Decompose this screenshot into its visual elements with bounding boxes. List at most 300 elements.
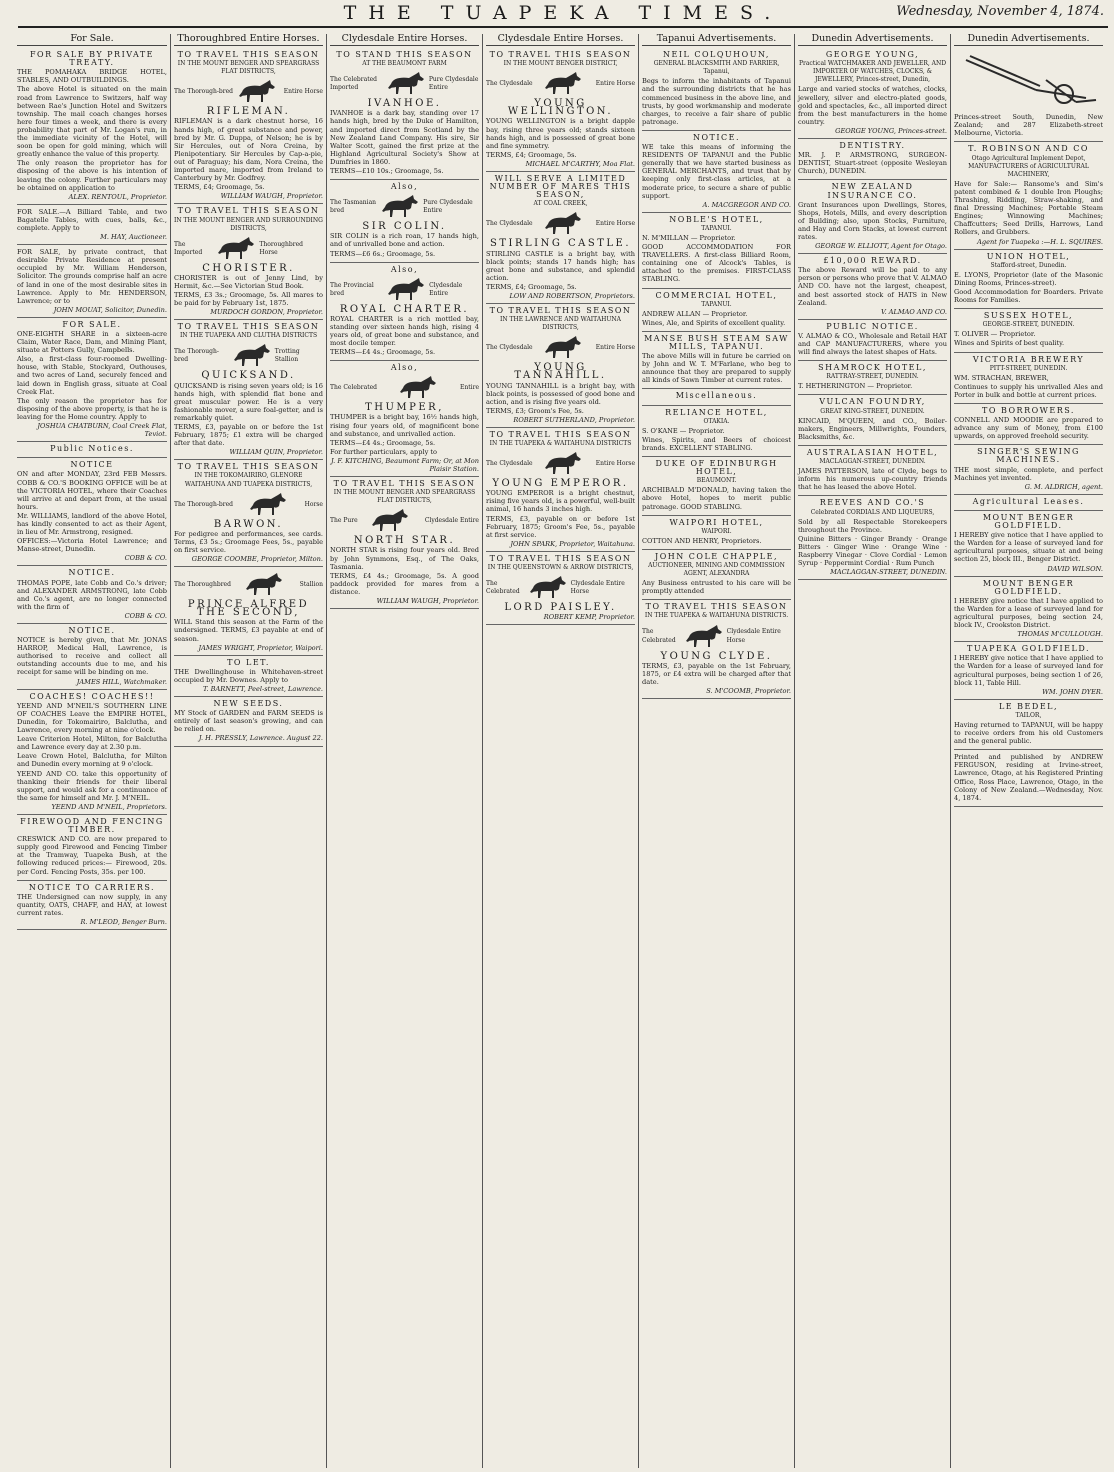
ad-headline: VICTORIA BREWERY bbox=[972, 354, 1085, 364]
ad-headline: TO STAND THIS SEASON bbox=[336, 50, 473, 60]
advertisement bbox=[642, 389, 791, 405]
ad-signature: S. M'COOMB, Proprietor. bbox=[706, 686, 791, 695]
ad-paragraph: The only reason the proprietor has for disposing of the above is his intention of leaving the colony. Further particulars may be obtained on application to bbox=[17, 159, 167, 192]
horse-engraving-icon bbox=[247, 491, 291, 519]
advertisement bbox=[954, 642, 1103, 700]
advertisement bbox=[486, 552, 635, 625]
ad-paragraph: I HEREBY give notice that I have applied to the Warden for a lease of surveyed land for agricultural purposes, being section 24, block IV., Crookston District. bbox=[954, 596, 1103, 630]
ad-paragraph: For further particulars, apply to bbox=[330, 447, 438, 456]
ad-headline: NOTICE TO CARRIERS. bbox=[28, 882, 156, 892]
ad-headline: COACHES! COACHES!! bbox=[29, 691, 155, 701]
ad-paragraph: I HEREBY give notice that I have applied to the Warden for a lease of surveyed land for agricultural purposes, situate at and being section 25, block III., Benger District. bbox=[954, 531, 1103, 564]
ad-headline: AUSTRALASIAN HOTEL, bbox=[806, 447, 939, 457]
ad-signature: ROBERT KEMP, Proprietor. bbox=[543, 613, 635, 622]
ad-paragraph: V. ALMAO & CO., Wholesale and Retail HAT and CAP MANUFACTURERS, where you will find always the latest shapes of Hats. bbox=[798, 331, 947, 357]
ad-paragraph: CHORISTER is out of Jenny Lind, by Hermit, &c.—See Victorian Stud Book. bbox=[174, 273, 323, 290]
advertisement bbox=[642, 289, 791, 332]
ad-headline: WILL SERVE A LIMITED NUMBER OF MARES THIS SEASON, bbox=[489, 174, 632, 200]
horse-engraving-icon bbox=[683, 623, 727, 651]
advertisement bbox=[798, 320, 947, 361]
horse-caption-left: The Clydesdale bbox=[486, 460, 533, 468]
ad-paragraph: TERMS, £4; Groomage, 5s. bbox=[486, 150, 577, 159]
horse-illustration-row bbox=[486, 574, 635, 602]
horse-illustration-row bbox=[486, 210, 635, 238]
horse-caption-left: The Imported bbox=[174, 240, 203, 256]
ad-signature: MURDOCH GORDON, Proprietor. bbox=[210, 308, 323, 317]
ad-subheading: Otago Agricultural Implement Depot, MANUFACTURERS of AGRICULTURAL MACHINERY, bbox=[968, 154, 1089, 178]
column-heading: Clydesdale Entire Horses. bbox=[330, 34, 479, 46]
advertisement bbox=[17, 318, 167, 442]
ad-paragraph: Printed and published by ANDREW FERGUSON, residing at Irvine-street, Lawrence, Otago, at his Registered Printing Office, Ross Place, Lawrence, Otago, in the Colony of New Zealand.—Wednesday, Nov. 4, 1874. bbox=[954, 753, 1103, 802]
ad-paragraph: YOUNG WELLINGTON is a bright dapple bay, rising three years old; stands sixteen hands high, and is possessed of great bone and fine symmetry. bbox=[486, 117, 635, 150]
ad-signature: WILLIAM QUIN, Proprietor. bbox=[229, 448, 323, 457]
ad-headline: TO TRAVEL THIS SEASON bbox=[645, 602, 788, 612]
ad-subheading: IN THE MOUNT BENGER AND SURROUNDING DISTRICTS, bbox=[174, 216, 323, 232]
horse-illustration-row bbox=[642, 623, 791, 651]
ad-subheading: TAPANUI. bbox=[701, 300, 732, 308]
ad-paragraph: YOUNG EMPEROR is a bright chestnut, rising five years old, is a powerful, well-built animal, 16 hands 3 inches high. bbox=[486, 489, 635, 514]
ad-paragraph: COTTON AND HENRY, Proprietors. bbox=[642, 536, 762, 545]
advertisement bbox=[17, 881, 167, 930]
ad-paragraph: Princes-street South, Dunedin, New Zealand; and 287 Elizabeth-street Melbourne, Victoria. bbox=[954, 113, 1103, 138]
ad-paragraph: Wines and Spirits of best quality. bbox=[954, 339, 1065, 348]
horse-name: ROYAL CHARTER. bbox=[339, 303, 470, 315]
advertisement bbox=[330, 48, 479, 180]
ad-headline: TUAPEKA GOLDFIELD. bbox=[966, 644, 1090, 654]
ad-paragraph: NORTH STAR is rising four years old. Bred by John Symmons, Esq., of The Oaks, Tasmania. bbox=[330, 546, 479, 571]
ad-signature: MACLAGGAN-STREET, DUNEDIN. bbox=[830, 568, 947, 577]
ad-subheading: GENERAL BLACKSMITH AND FARRIER, Tapanui, bbox=[653, 60, 780, 76]
ad-headline: GEORGE YOUNG, bbox=[825, 50, 920, 60]
horse-engraving-icon bbox=[385, 70, 429, 98]
advertisement bbox=[174, 697, 323, 746]
ad-paragraph: Any Business entrusted to his care will be promptly attended bbox=[642, 579, 791, 596]
ad-paragraph: Wines, Spirits, and Beers of choicest brands. EXCELLENT STABLING. bbox=[642, 435, 791, 452]
ad-subheading: IN THE QUEENSTOWN & ARROW DISTRICTS, bbox=[487, 564, 634, 572]
horse-caption-right: Entire Horse bbox=[595, 220, 635, 228]
advertisement bbox=[486, 428, 635, 552]
ad-headline: Also, bbox=[390, 182, 419, 192]
advertisement bbox=[642, 550, 791, 600]
ad-headline: MANSE BUSH STEAM SAW MILLS, TAPANUI. bbox=[644, 333, 789, 351]
ad-headline: LE BEDEL, bbox=[998, 701, 1059, 711]
horse-caption-left: The Thoroughbred bbox=[174, 581, 231, 589]
horse-caption-right: Clydesdale Entire Horse bbox=[570, 580, 625, 596]
column-heading: Dunedin Advertisements. bbox=[798, 34, 947, 46]
ad-headline: FOR SALE BY PRIVATE TREATY. bbox=[29, 50, 154, 68]
ad-paragraph: TERMS—£4 4s.; Groomage, 5s. bbox=[330, 348, 436, 357]
ad-paragraph: Continues to supply his unrivalled Ales and Porter in bulk and bottle at current prices. bbox=[954, 382, 1103, 399]
horse-illustration-row bbox=[330, 507, 479, 535]
ad-paragraph: THE POMAHAKA BRIDGE HOTEL, STABLES, AND OUTBUILDINGS. bbox=[17, 68, 167, 85]
ad-paragraph: TERMS—£10 10s.; Groomage, 5s. bbox=[330, 167, 444, 176]
advertisement bbox=[330, 361, 479, 477]
ad-headline: T. ROBINSON AND CO bbox=[968, 144, 1089, 154]
advertisement bbox=[798, 446, 947, 496]
horse-illustration-row bbox=[330, 193, 479, 221]
ad-headline: SINGER'S SEWING MACHINES. bbox=[977, 447, 1080, 465]
ad-paragraph: I HEREBY give notice that I have applied to the Warden for a lease of surveyed land for agricultural purposes, being section 1 of 26, block 11, Table Hill. bbox=[954, 654, 1103, 687]
ad-subheading: IN THE MOUNT BENGER AND SPEARGRASS FLAT DISTRICTS, bbox=[333, 489, 476, 505]
newspaper-column bbox=[14, 34, 170, 1468]
ad-paragraph: For pedigree and performances, see cards. Terms, £3 5s.; Groomage Fees, 5s., payable on first service. bbox=[174, 529, 323, 554]
ad-paragraph: Leave Crown Hotel, Balclutha, for Milton and Dunedin every morning at 9 o'clock. bbox=[17, 752, 167, 769]
ad-signature: GEORGE W. ELLIOTT, Agent for Otago. bbox=[815, 242, 947, 251]
advertisement bbox=[954, 353, 1103, 404]
ad-paragraph: Having returned to TAPANUI, will be happy to receive orders from his old Customers and the general public. bbox=[954, 721, 1103, 746]
horse-engraving-icon bbox=[379, 193, 423, 221]
newspaper-title: THE TUAPEKA TIMES. bbox=[343, 2, 783, 24]
advertisement bbox=[174, 460, 323, 567]
ad-headline: NOBLE'S HOTEL, bbox=[669, 214, 764, 224]
ad-signature: JAMES WRIGHT, Proprietor, Waipori. bbox=[198, 643, 323, 652]
ad-headline: SHAMROCK HOTEL, bbox=[818, 363, 927, 373]
ad-headline: NOTICE. bbox=[68, 568, 116, 578]
ad-paragraph: T. HETHERINGTON — Proprietor. bbox=[798, 382, 913, 391]
ad-subheading: IN THE TUAPEKA & WAITAHUNA DISTRICTS bbox=[489, 440, 632, 448]
horse-name: SIR COLIN. bbox=[362, 221, 447, 233]
ad-paragraph: WE take this means of informing the RESIDENTS OF TAPANUI and the Public generally that we have started business as GENERAL MERCHANTS, and trust that by keeping only first-class articles, at a moderate price, to secure a share of public support. bbox=[642, 143, 791, 200]
masthead bbox=[18, 2, 1108, 28]
ad-paragraph: NOTICE is hereby given, that Mr. JONAS HARROP, Medical Hall, Lawrence, is authorised to receive and collect all outstanding accounts due to me, and his receipt for same will be binding on me. bbox=[17, 636, 167, 677]
column-container bbox=[14, 34, 1108, 1468]
ad-headline: NOTICE bbox=[70, 460, 114, 470]
ad-paragraph: Grant Insurances upon Dwellings, Stores, Shops, Hotels, Mills, and every description of Building; also, upon Stocks, Furniture, and Hay and Corn Stacks, at lowest current rates. bbox=[798, 200, 947, 241]
ad-headline: Agricultural Leases. bbox=[972, 496, 1085, 506]
advertisement bbox=[798, 496, 947, 580]
ad-signature: V. ALMAO AND CO. bbox=[880, 307, 947, 316]
ad-subheading: IN THE MOUNT BENGER DISTRICT, bbox=[503, 60, 618, 68]
column-heading: Clydesdale Entire Horses. bbox=[486, 34, 635, 46]
ad-paragraph: Large and varied stocks of watches, clocks, jewellery, silver and electro-plated goods, gold and spectacles, &c., all imported direct from the best manufacturers in the home country. bbox=[798, 85, 947, 126]
advertisement bbox=[486, 48, 635, 172]
ad-subheading: AT COAL CREEK, bbox=[533, 200, 588, 208]
advertisement bbox=[954, 445, 1103, 494]
column-heading: Dunedin Advertisements. bbox=[954, 34, 1103, 46]
ad-paragraph: MY Stock of GARDEN and FARM SEEDS is entirely of last season's growing, and can be relied on. bbox=[174, 709, 323, 734]
horse-caption-left: The Thorough-bred bbox=[174, 348, 219, 364]
advertisement bbox=[954, 700, 1103, 750]
ad-paragraph: TERMS, £4 4s.; Groomage, 5s. A good paddock provided for mares from a distance. bbox=[330, 571, 479, 596]
advertisement bbox=[798, 48, 947, 139]
advertisement bbox=[17, 690, 167, 815]
ad-paragraph: CRESWICK AND CO. are now prepared to supply good Firewood and Fencing Timber at the Tramway, Tuapeka Bush, at the following reduced prices:— Firewood, 20s. per Cord. Fencing Posts, 35s. per 100. bbox=[17, 835, 167, 876]
horse-illustration-row bbox=[330, 374, 479, 402]
ad-headline: TO TRAVEL THIS SEASON bbox=[177, 206, 320, 216]
advertisement bbox=[954, 750, 1103, 807]
plough-engraving-icon bbox=[956, 50, 1102, 110]
ad-headline: Also, bbox=[390, 264, 419, 274]
ad-signature: GEORGE YOUNG, Princes-street. bbox=[835, 126, 947, 135]
advertisement bbox=[642, 516, 791, 550]
horse-caption-right: Pure Clydesdale Entire bbox=[428, 76, 479, 92]
ad-subheading: IN THE LAWRENCE AND WAITAHUNA DISTRICTS, bbox=[499, 316, 622, 332]
horse-caption-left: The Thorough-bred bbox=[174, 88, 233, 96]
ad-signature: LOW AND ROBERTSON, Proprietors. bbox=[509, 291, 635, 300]
ad-paragraph: JAMES PATTERSON, late of Clyde, begs to inform his numerous up-country friends that he has leased the above Hotel. bbox=[798, 467, 947, 492]
column-heading: Tapanui Advertisements. bbox=[642, 34, 791, 46]
horse-caption-right: Clydesdale Entire bbox=[429, 281, 463, 297]
advertisement bbox=[798, 180, 947, 254]
advertisement bbox=[17, 458, 167, 566]
ad-headline: NEW ZEALAND INSURANCE CO. bbox=[827, 182, 918, 200]
ad-paragraph: ON and after MONDAY, 23rd FEB Messrs. COBB & CO.'S BOOKING OFFICE will be at the VICTORIA HOTEL, where their Coaches will arrive at and depart from, at the usual hours. bbox=[17, 470, 167, 511]
ad-headline: REEVES AND CO.'S bbox=[819, 498, 926, 508]
horse-caption-left: The Pure bbox=[330, 517, 358, 525]
ad-paragraph: Have for Sale:— Ransome's and Sim's patent combined & 1 double Iron Ploughs; Thrashing, Riddling, Straw-shaking, and final Dressing Machines; Portable Steam Engines; Winnowing Machines; Chaffcutters; Seed Drills, Harrows, Land Rollers, and Grubbers. bbox=[954, 179, 1103, 237]
advertisement bbox=[954, 48, 1103, 142]
horse-name: YOUNG CLYDE. bbox=[660, 650, 773, 662]
ad-signature: THOMAS M'CULLOUGH. bbox=[1017, 630, 1103, 639]
horse-caption-right: Entire Horse bbox=[283, 88, 323, 96]
horse-caption-right: Stallion bbox=[299, 581, 323, 589]
ad-subheading: IN THE MOUNT BENGER AND SPEARGRASS FLAT DISTRICTS, bbox=[177, 60, 320, 76]
ad-paragraph: TERMS, £4; Groomage, 5s. bbox=[486, 282, 577, 291]
ad-paragraph: YOUNG TANNAHILL is a bright bay, with black points, is possessed of good bone and action, and is rising five years old. bbox=[486, 381, 635, 406]
ad-paragraph: RIFLEMAN is a dark chestnut horse, 16 hands high, of great substance and power, bred by Mr. G. Duppa, of Nelson; he is by Sir Hercules, out of Nora Creina, by Plenipotentiary. Sir Hercules by Cap-a-pie, out of Paraguay; his dam, Nora Creina, the imported mare, imported from Ireland to Canterbury by Mr. Godfrey. bbox=[174, 117, 323, 183]
ad-paragraph: STIRLING CASTLE is a bright bay, with black points; stands 17 hands high; has great bone and substance, and splendid action. bbox=[486, 249, 635, 282]
ad-signature: YEEND AND M'NEIL, Proprietors. bbox=[51, 802, 167, 811]
advertisement bbox=[330, 263, 479, 362]
ad-signature: COBB & CO. bbox=[124, 611, 167, 620]
horse-name: YOUNG TANNAHILL. bbox=[514, 362, 607, 382]
advertisement bbox=[954, 142, 1103, 249]
ad-subheading: OTAKIA. bbox=[703, 417, 730, 425]
ad-signature: ALEX. RENTOUL, Proprietor. bbox=[68, 192, 167, 201]
ad-headline: DENTISTRY. bbox=[839, 141, 906, 151]
ad-headline: PUBLIC NOTICE. bbox=[826, 321, 919, 331]
advertisement bbox=[486, 172, 635, 304]
ad-headline: DUKE OF EDINBURGH HOTEL, bbox=[655, 459, 778, 477]
advertisement bbox=[954, 309, 1103, 352]
ad-paragraph: The only reason the proprietor has for disposing of the above property, is that he is leaving for the Home country. Apply to bbox=[17, 396, 167, 421]
ad-paragraph: The above Mills will in future be carried on by John and W. T. M'Farlane, who beg to announce that they are prepared to supply all kinds of Sawn Timber at current rates. bbox=[642, 352, 791, 385]
horse-caption-left: The Clydesdale bbox=[486, 220, 533, 228]
newspaper-column bbox=[482, 34, 638, 1468]
ad-paragraph: Wines, Ale, and Spirits of excellent quality. bbox=[642, 318, 786, 327]
column-heading: For Sale. bbox=[17, 34, 167, 46]
ad-paragraph: S. O'KANE — Proprietor. bbox=[642, 426, 725, 435]
horse-caption-right: Trotting Stallion bbox=[274, 348, 300, 364]
horse-engraving-icon bbox=[527, 574, 571, 602]
ad-headline: TO TRAVEL THIS SEASON bbox=[489, 50, 632, 60]
ad-headline: Also, bbox=[390, 363, 419, 373]
ad-headline: TO TRAVEL THIS SEASON bbox=[489, 430, 632, 439]
advertisement bbox=[798, 395, 947, 445]
horse-caption-right: Entire Horse bbox=[595, 344, 635, 352]
horse-engraving-icon bbox=[236, 78, 280, 106]
ad-subheading: Celebrated CORDIALS AND LIQUEURS, bbox=[810, 508, 935, 516]
horse-caption-left: The Thorough-bred bbox=[174, 500, 233, 508]
ad-subheading: TAPANUI. bbox=[701, 224, 732, 232]
horse-engraving-icon bbox=[542, 70, 586, 98]
horse-name: PRINCE ALFRED THE SECOND, bbox=[187, 599, 310, 619]
horse-engraving-icon bbox=[542, 210, 586, 238]
ad-signature: DAVID WILSON. bbox=[1047, 564, 1103, 573]
horse-engraving-icon bbox=[231, 342, 275, 370]
horse-caption-left: The Celebrated bbox=[330, 384, 378, 392]
horse-caption-left: The Tasmanian bred bbox=[330, 199, 377, 215]
ad-signature: ROBERT SUTHERLAND, Proprietor. bbox=[513, 415, 635, 424]
ad-subheading: AUCTIONEER, MINING AND COMMISSION AGENT, ALEXANDRA bbox=[648, 561, 785, 578]
ad-paragraph: KINCAID, M'QUEEN, and CO., Boiler-makers, Engineers, Millwrights, Founders, Blacksmiths, &c. bbox=[798, 416, 947, 441]
ad-paragraph: TERMS, £3 3s.; Groomage, 5s. All mares to be paid for by February 1st, 1875. bbox=[174, 290, 323, 308]
ad-paragraph: E. LYONS, Proprietor (late of the Masonic Dining Rooms, Princes-street). bbox=[954, 270, 1103, 287]
advertisement bbox=[17, 205, 167, 245]
ad-paragraph: TERMS, £4; Groomage, 5s. bbox=[174, 183, 265, 192]
horse-engraving-icon bbox=[243, 571, 287, 599]
ad-signature: J. H. PRESSLY, Lawrence. August 22. bbox=[198, 734, 323, 743]
horse-caption-right: Pure Clydesdale Entire bbox=[423, 199, 473, 215]
ad-signature: Agent for Tuapeka :—H. L. SQUIRES. bbox=[977, 237, 1103, 246]
newspaper-column bbox=[794, 34, 950, 1468]
ad-paragraph: YEEND AND CO. take this opportunity of thanking their friends for their liberal support, and would ask for a continuance of the same for himself and Mr. J. M'NEIL. bbox=[17, 769, 167, 802]
advertisement bbox=[174, 656, 323, 697]
ad-headline: TO TRAVEL THIS SEASON bbox=[177, 50, 320, 60]
advertisement bbox=[954, 495, 1103, 511]
horse-caption-left: The Provincial bred bbox=[330, 281, 374, 297]
ad-paragraph: T. OLIVER — Proprietor. bbox=[954, 330, 1036, 339]
advertisement bbox=[798, 361, 947, 395]
advertisement bbox=[174, 48, 323, 204]
ad-paragraph: SIR COLIN is a rich roan, 17 hands high, and of unrivalled bone and action. bbox=[330, 232, 479, 249]
horse-name: YOUNG EMPEROR. bbox=[492, 478, 629, 490]
ad-headline: TO LET. bbox=[227, 657, 270, 667]
ad-headline: COMMERCIAL HOTEL, bbox=[655, 290, 778, 300]
ad-subheading: GEORGE-STREET, DUNEDIN. bbox=[982, 321, 1075, 329]
ad-signature: JAMES HILL, Watchmaker. bbox=[76, 677, 167, 686]
ad-paragraph: THE most simple, complete, and perfect Machines yet invented. bbox=[954, 465, 1103, 482]
ad-paragraph: GOOD ACCOMMODATION FOR TRAVELLERS. A first-class Billiard Room, containing one of Alcock's Tables, is attached to the premises. FIRST-CLASS STABLING. bbox=[642, 243, 791, 284]
ad-headline: NOTICE. bbox=[68, 626, 116, 635]
ad-signature: JOSHUA CHATBURN, Coal Creek Flat, Teviot. bbox=[37, 422, 167, 439]
horse-illustration-row bbox=[174, 235, 323, 263]
horse-caption-right: Thoroughbred Horse bbox=[259, 240, 303, 256]
advertisement bbox=[486, 304, 635, 428]
ad-subheading: WAIPORI. bbox=[701, 527, 732, 535]
horse-caption-right: Horse bbox=[304, 500, 323, 508]
advertisement bbox=[330, 477, 479, 609]
advertisement bbox=[642, 406, 791, 457]
ad-paragraph: OFFICES:—Victoria Hotel Lawrence; and Manse-street, Dunedin. bbox=[17, 537, 167, 554]
advertisement bbox=[17, 245, 167, 318]
advertisement bbox=[330, 180, 479, 262]
ad-signature: JOHN SPARK, Proprietor, Waitahuna. bbox=[510, 539, 635, 548]
ad-signature: JOHN MOUAT, Solicitor, Dunedin. bbox=[53, 305, 167, 314]
ad-headline: SUSSEX HOTEL, bbox=[983, 311, 1074, 321]
advertisement bbox=[17, 48, 167, 205]
horse-name: RIFLEMAN. bbox=[206, 106, 291, 118]
ad-subheading: IN THE TUAPEKA AND CLUTHA DISTRICTS bbox=[179, 332, 318, 340]
ad-paragraph: The above Hotel is situated on the main road from Lawrence to Switzers, half way between Rae's Junction Hotel and Switzers township. The mail coach changes horses here four times a week, and there is every probability that part of Mr. Logan's run, in the immediate vicinity of the Hotel, will soon be open for gold mining, which will greatly enhance the value of this property. bbox=[17, 85, 167, 159]
ad-headline: NEW SEEDS. bbox=[213, 699, 284, 709]
ad-paragraph: ANDREW ALLAN — Proprietor. bbox=[642, 309, 748, 318]
horse-illustration-row bbox=[174, 491, 323, 519]
ad-paragraph: YEEND AND M'NEIL'S SOUTHERN LINE OF COACHES Leave the EMPIRE HOTEL, Dunedin, for Tokomairiro, Balclutha, and Lawrence, every morning at nine o'clock. bbox=[17, 701, 167, 735]
horse-caption-left: The Celebrated Imported bbox=[330, 76, 378, 92]
advertisement bbox=[798, 139, 947, 180]
horse-name: BARWON. bbox=[213, 518, 284, 530]
ad-headline: TO TRAVEL THIS SEASON bbox=[177, 322, 320, 332]
ad-paragraph: FOR SALE, by private contract, that desirable Private Residence at present occupied by Mr. William Henderson, Solicitor. The grounds comprise half an acre of land in one of the most desirable sites in Lawrence. Apply to Mr. HENDERSON, Lawrence; or to bbox=[17, 248, 167, 305]
ad-paragraph: TERMS, £3, payable on or before the 1st February, 1875; £1 extra will be charged after that date. bbox=[174, 423, 323, 448]
ad-subheading: IN THE TUAPEKA & WAITAHUNA DISTRICTS. bbox=[644, 612, 789, 620]
horse-illustration-row bbox=[330, 70, 479, 98]
ad-paragraph: TERMS, £3; Groom's Fee, 5s. bbox=[486, 406, 584, 415]
ad-headline: UNION HOTEL, bbox=[986, 251, 1071, 261]
ad-subheading: PITT-STREET, DUNEDIN. bbox=[989, 364, 1068, 372]
ad-headline: MOUNT BENGER GOLDFIELD. bbox=[982, 578, 1075, 596]
column-heading: Thoroughbred Entire Horses. bbox=[174, 34, 323, 46]
horse-name: QUICKSAND. bbox=[201, 370, 296, 382]
ad-paragraph: Sold by all Respectable Storekeepers throughout the Province. bbox=[798, 517, 947, 534]
advertisement bbox=[954, 511, 1103, 577]
horse-illustration-row bbox=[486, 334, 635, 362]
ad-paragraph: MR. J. P. ARMSTRONG, SURGEON-DENTIST, Stuart-street (opposite Wesleyan Church), DUNEDIN. bbox=[798, 151, 947, 176]
horse-caption-right: Clydesdale Entire bbox=[424, 517, 479, 525]
horse-caption-left: The Celebrated bbox=[486, 580, 520, 596]
ad-subheading: BEAUMONT. bbox=[696, 477, 737, 485]
ad-headline: Miscellaneous. bbox=[675, 391, 758, 401]
ad-subheading: AT THE BEAUMONT FARM bbox=[362, 60, 447, 68]
ad-paragraph: ARCHIBALD M'DONALD, having taken the above Hotel, hopes to merit public patronage. GOOD STABLING. bbox=[642, 486, 791, 511]
horse-engraving-icon bbox=[397, 374, 441, 402]
ad-headline: JOHN COLE CHAPPLE, bbox=[655, 551, 778, 561]
advertisement bbox=[17, 624, 167, 690]
horse-name: LORD PAISLEY. bbox=[504, 602, 617, 614]
plough-illustration bbox=[954, 50, 1103, 112]
advertisement bbox=[642, 600, 791, 699]
ad-subheading: Practical WATCHMAKER AND JEWELLER, AND IMPORTER OF WATCHES, CLOCKS, & JEWELLERY, Princes-street, Dunedin, bbox=[798, 60, 947, 84]
newspaper-column bbox=[170, 34, 326, 1468]
ad-signature: COBB & CO. bbox=[124, 554, 167, 563]
ad-headline: TO BORROWERS. bbox=[982, 406, 1075, 415]
ad-subheading: IN THE TOKOMAIRIRO, GLENORE WAITAHUNA AND TUAPEKA DISTRICTS, bbox=[184, 472, 313, 488]
horse-illustration-row bbox=[174, 78, 323, 106]
ad-subheading: RATTRAY-STREET, DUNEDIN. bbox=[826, 373, 919, 381]
advertisement bbox=[642, 48, 791, 131]
ad-paragraph: THOMAS POPE, late Cobb and Co.'s driver; and ALEXANDER ARMSTRONG, late Cobb and Co.'s agent, are no longer connected with the firm of bbox=[17, 578, 167, 611]
ad-headline: NEIL COLQUHOUN, bbox=[663, 50, 770, 60]
advertisement bbox=[642, 131, 791, 213]
ad-headline: £10,000 REWARD. bbox=[823, 256, 922, 266]
horse-name: THUMPER, bbox=[365, 402, 444, 414]
newspaper-column bbox=[638, 34, 794, 1468]
ad-paragraph: THUMPER is a bright bay, 16½ hands high, rising four years old, of magnificent bone and substance, and unrivalled action. bbox=[330, 413, 479, 438]
ad-headline: FIREWOOD AND FENCING TIMBER. bbox=[20, 816, 164, 835]
horse-illustration-row bbox=[174, 571, 323, 599]
ad-signature: MICHAEL M'CARTHY, Moa Flat. bbox=[525, 159, 635, 168]
ad-headline: FOR SALE. bbox=[62, 319, 122, 329]
ad-headline: TO TRAVEL THIS SEASON bbox=[489, 553, 632, 563]
horse-caption-right: Entire Horse bbox=[595, 80, 635, 88]
ad-paragraph: TERMS—£4 4s.; Groomage, 5s. bbox=[330, 438, 436, 447]
horse-caption-left: The Clydesdale bbox=[486, 344, 533, 352]
ad-headline: WAIPORI HOTEL, bbox=[669, 517, 764, 527]
ad-headline: TO TRAVEL THIS SEASON bbox=[489, 306, 632, 316]
horse-caption-right: Clydesdale Entire Horse bbox=[726, 628, 781, 644]
ad-paragraph: THE Dwellinghouse in Whitehaven-street occupied by Mr. Downes. Apply to bbox=[174, 667, 323, 684]
horse-engraving-icon bbox=[215, 235, 259, 263]
ad-paragraph: FOR SALE.—A Billiard Table, and two Bagatelle Tables, with cues, balls, &c., complete. Apply to bbox=[17, 207, 167, 232]
advertisement bbox=[954, 404, 1103, 445]
horse-illustration-row bbox=[174, 342, 323, 370]
ad-paragraph: TERMS, £3, payable on or before 1st February, 1875; Groom's Fee, 5s., payable at first service. bbox=[486, 514, 635, 539]
ad-subheading: TAILOR, bbox=[1015, 711, 1042, 719]
horse-name: IVANHOE. bbox=[367, 98, 442, 110]
issue-date: Wednesday, November 4, 1874. bbox=[896, 4, 1104, 19]
horse-caption-right: Entire Horse bbox=[595, 460, 635, 468]
